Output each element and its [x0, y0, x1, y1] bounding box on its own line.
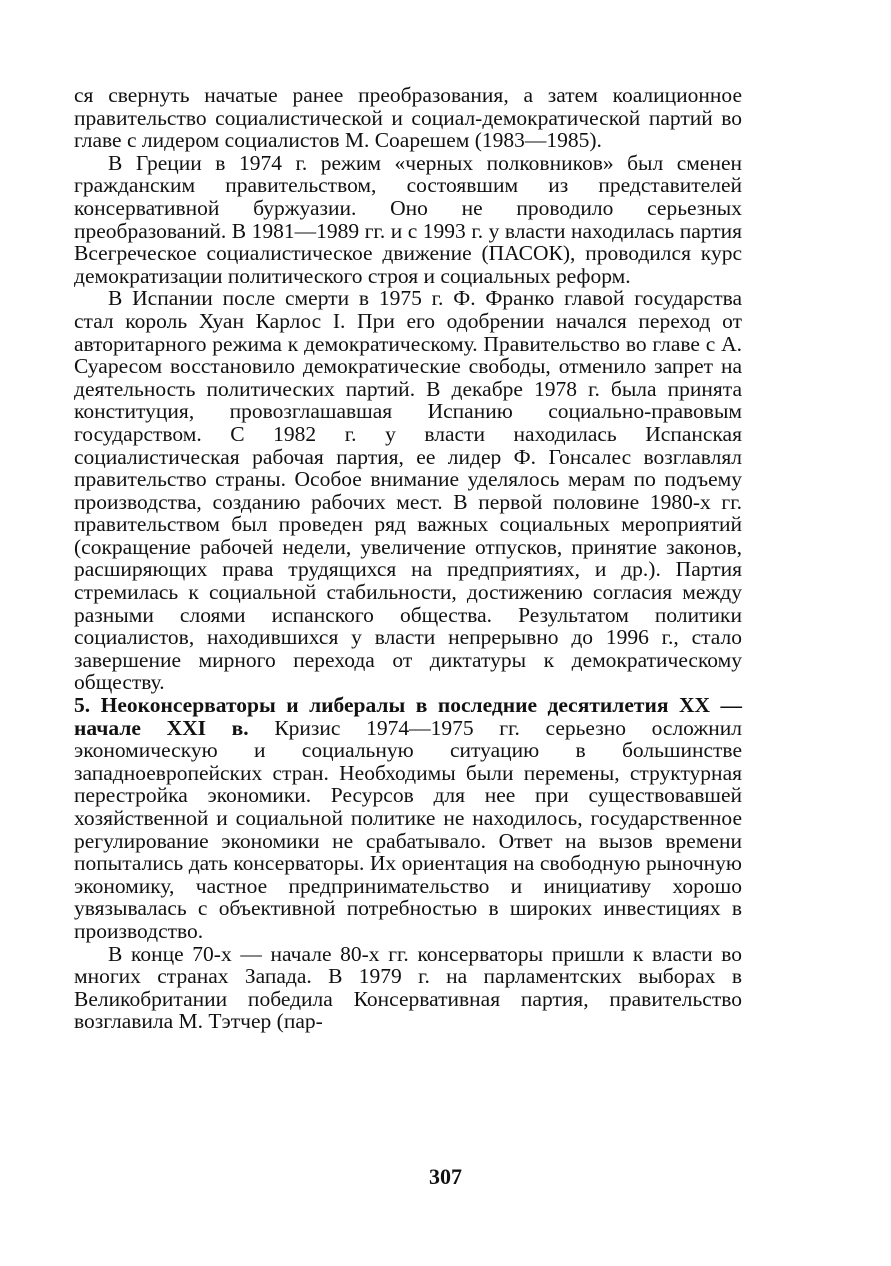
paragraph-conservatives: В конце 70-х — начале 80-х гг. консерваторы пришли к власти во многих странах Запада. В 1979 г. на парламентских выборах в Великобритании победила Консервативная партия, правительство возглавила М. Тэтчер (пар- [74, 941, 742, 1034]
paragraph-section-5 [74, 694, 742, 943]
paragraph-spain: В Испании после смерти в 1975 г. Ф. Франко главой государства стал король Хуан Карлос I. При его одобрении начался переход от авторитарного режима к демократическому. Правительство во главе с А. Суаресом восстановило демократические свободы, отменило запрет на деятельность политических партий. В декабре 1978 г. была принята конституция, провозглашавшая Испанию социально-правовым государством. С 1982 г. у власти находилась Испанская социалистическая рабочая партия, ее лидер Ф. Гонсалес возглавлял правительство страны. Особое внимание уделялось мерам по подъему производства, созданию рабочих мест. В первой половине 1980-х гг. правительством был проведен ряд важных социальных мероприятий (сокращение рабочей недели, увеличение отпусков, принятие законов, расширяющих права трудящихся на предприятиях, и др.). Партия стремилась к социальной стабильности, достижению согласия между разными слоями испанского общества. Результатом политики социалистов, находившихся у власти непрерывно до 1996 г., стало завершение мирного перехода от диктатуры к демократическому обществу. [74, 286, 742, 695]
page-text [74, 84, 742, 1033]
section-5-body: Кризис 1974—1975 гг. серьезно осложнил экономическую и социальную ситуацию в большинстве западноевропейских стран. Необходимы были перемены, структурная перестройка экономики. Ресурсов для нее при существовавшей хозяйственной и социальной политике не находилось, государственное регулирование экономики не срабатывало. Ответ на вызов времени попытались дать консерваторы. Их ориентация на свободную рыночную экономику, частное предпринимательство и инициативу хорошо увязывалась с объективной потребностью в широких инвестициях в производство. [74, 715, 742, 943]
section-heading: 5. Неоконсерваторы и либералы в последние десятилетия XX — начале XXI в. [74, 693, 742, 740]
page-number: 307 [429, 1164, 462, 1189]
paragraph-portugal-continued: ся свернуть начатые ранее преобразования, а затем коалиционное правительство социалистической и социал-демократической партий во главе с лидером социалистов М. Соарешем (1983—1985). [74, 83, 742, 153]
paragraph-greece: В Греции в 1974 г. режим «черных полковников» был сменен гражданским правительством, состоявшим из представителей консервативной буржуазии. Оно не проводило серьезных преобразований. В 1981—1989 гг. и с 1993 г. у власти находилась партия Всегреческое социалистическое движение (ПАСОК), проводился курс демократизации политического строя и социальных реформ. [74, 150, 742, 288]
